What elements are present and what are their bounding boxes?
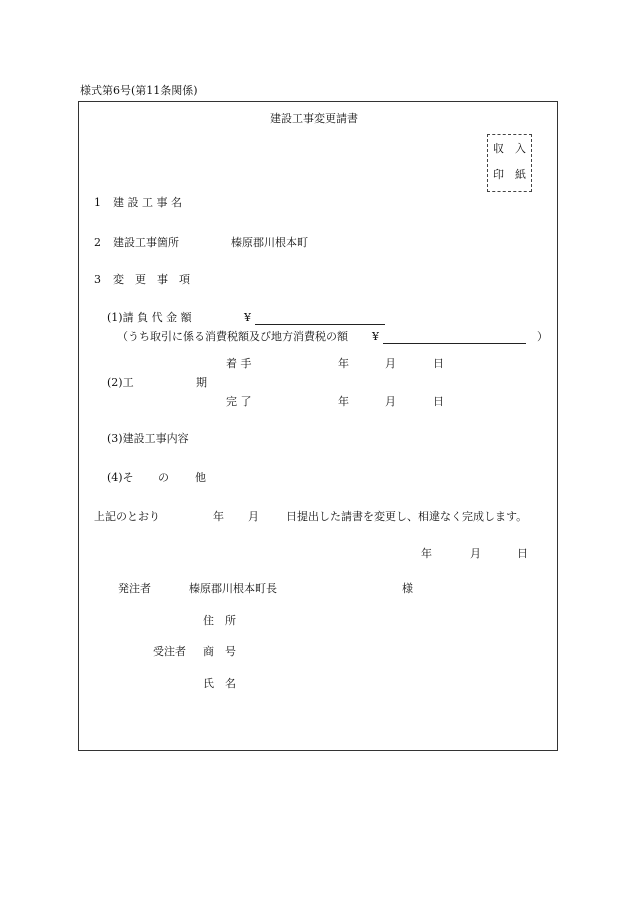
- contract-amount-label: (1)請 負 代 金 額: [107, 311, 192, 324]
- form-number: 様式第6号(第11条関係): [80, 84, 198, 97]
- contract-amount-field: [255, 324, 385, 325]
- period-start-label: 着 手: [226, 357, 252, 370]
- period-end-day: 日: [433, 395, 444, 408]
- statement-suffix: 日提出した請書を変更し、相違なく完成します。: [286, 510, 528, 523]
- sign-date-month: 月: [470, 547, 481, 560]
- period-end-label: 完 了: [226, 395, 252, 408]
- contract-amount-yen: ¥: [244, 311, 251, 324]
- tax-close: ）: [537, 330, 548, 343]
- contractor-company-label: 商 号: [203, 645, 236, 658]
- revenue-stamp-box: [487, 134, 532, 192]
- statement-year: 年: [213, 510, 224, 523]
- item1-label: 建 設 工 事 名: [113, 196, 182, 209]
- period-start-day: 日: [433, 357, 444, 370]
- sign-date-year: 年: [421, 547, 432, 560]
- item2-label: 建設工事箇所: [113, 236, 179, 249]
- tax-yen: ¥: [372, 330, 379, 343]
- tax-label: （うち取引に係る消費税額及び地方消費税の額: [117, 330, 348, 343]
- statement-prefix: 上記のとおり: [94, 510, 160, 523]
- stamp-char-2: 入: [515, 142, 526, 155]
- contractor-name-label: 氏 名: [203, 677, 236, 690]
- work-content-label: (3)建設工事内容: [107, 432, 189, 445]
- period-end-year: 年: [338, 395, 349, 408]
- period-label-b: 期: [196, 376, 207, 389]
- period-label-a: (2)工: [107, 376, 134, 389]
- period-start-year: 年: [338, 357, 349, 370]
- sign-date-day: 日: [517, 547, 528, 560]
- period-end-month: 月: [385, 395, 396, 408]
- item3-label: 変 更 事 項: [113, 273, 190, 286]
- stamp-char-1: 収: [493, 142, 504, 155]
- period-start-month: 月: [385, 357, 396, 370]
- other-label-c: 他: [195, 471, 206, 484]
- orderer-name: 榛原郡川根本町長: [189, 582, 277, 595]
- tax-amount-field: [383, 343, 526, 344]
- orderer-honorific: 様: [402, 582, 413, 595]
- item1-number: 1: [94, 196, 101, 209]
- item2-value: 榛原郡川根本町: [231, 236, 308, 249]
- stamp-char-4: 紙: [515, 168, 526, 181]
- other-label-b: の: [158, 471, 169, 484]
- statement-month: 月: [248, 510, 259, 523]
- stamp-char-3: 印: [493, 168, 504, 181]
- item3-number: 3: [94, 273, 101, 286]
- orderer-label: 発注者: [118, 582, 151, 595]
- contractor-address-label: 住 所: [203, 614, 236, 627]
- item2-number: 2: [94, 236, 101, 249]
- document-title: 建設工事変更請書: [270, 112, 358, 125]
- other-label-a: (4)そ: [107, 471, 134, 484]
- contractor-role-label: 受注者: [153, 645, 186, 658]
